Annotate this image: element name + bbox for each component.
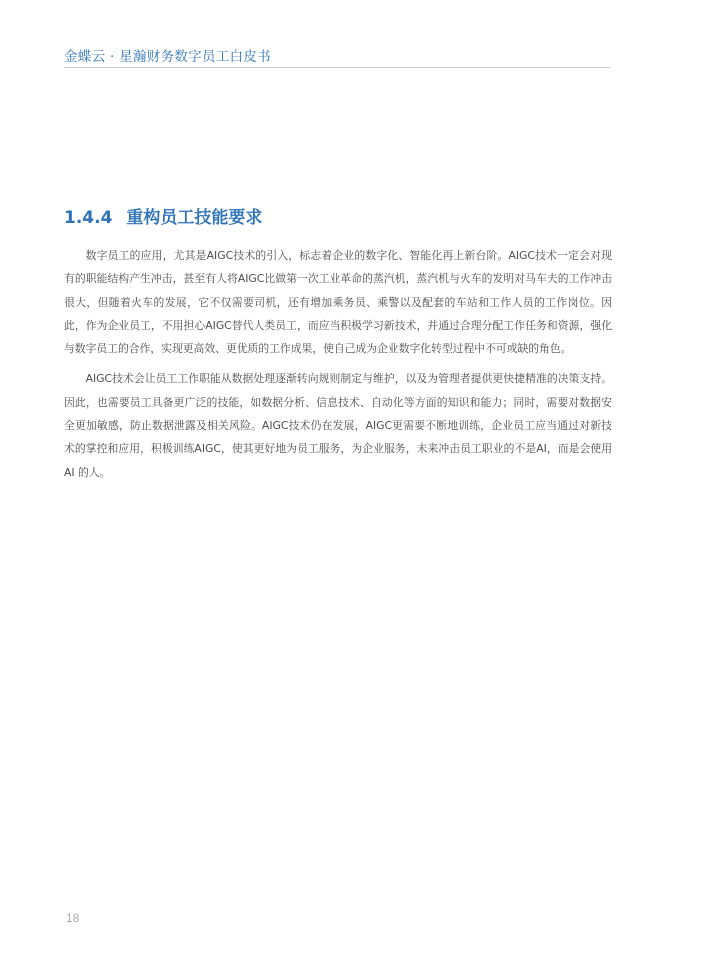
header-divider xyxy=(64,67,610,68)
section-title: 重构员工技能要求 xyxy=(126,208,263,228)
paragraph-2: AIGC技术会让员工工作职能从数据处理逐渐转向规则制定与维护，以及为管理者提供更快捷精准的决策支持。因此，也需要员工具备更广泛的技能，如数据分析、信息技术、自动化等方面的知识和能力；同时，需要对数据安全更加敏感，防止数据泄露及相关风险。AIGC技术仍在发展，AIGC更需要不断地训练，企业员工应当通过对新技术的掌控和应用，积极训练AIGC，使其更好地为员工服务，为企业服务，未来冲击员工职业的不是AI，而是会使用AI 的人。 xyxy=(64,372,612,479)
page-number: 18 xyxy=(66,911,80,925)
section-heading xyxy=(64,203,262,228)
body-text xyxy=(64,244,612,491)
paragraph-1: 数字员工的应用，尤其是AIGC技术的引入，标志着企业的数字化、智能化再上新台阶。AIGC技术一定会对现有的职能结构产生冲击，甚至有人将AIGC比做第一次工业革命的蒸汽机，蒸汽机与火车的发明对马车夫的工作冲击很大，但随着火车的发展，它不仅需要司机，还有增加乘务员、乘警以及配套的车站和工作人员的工作岗位。因此，作为企业员工，不用担心AIGC替代人类员工，而应当积极学习新技术，并通过合理分配工作任务和资源，强化与数字员工的合作，实现更高效、更优质的工作成果，使自己成为企业数字化转型过程中不可或缺的角色。 xyxy=(64,249,612,356)
header-title: 金蝶云 · 星瀚财务数字员工白皮书 xyxy=(64,49,271,65)
section-number: 1.4.4 xyxy=(64,208,113,228)
